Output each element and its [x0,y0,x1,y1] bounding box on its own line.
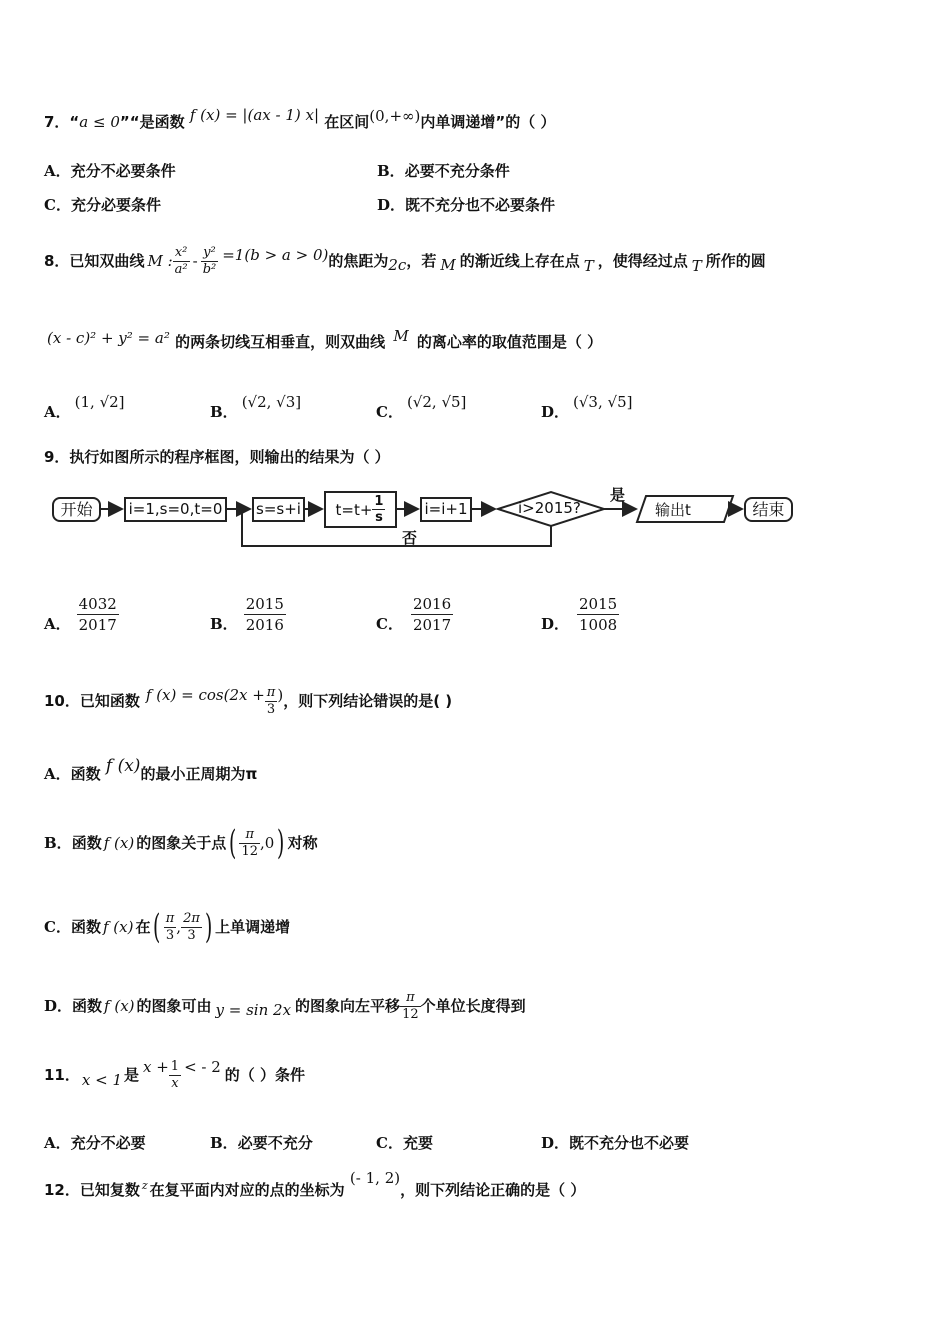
frac-den: 2017 [412,615,452,634]
q8-text-asymptote: 的渐近线上存在点 [459,252,580,270]
frac-num: π [400,990,421,1007]
q8-math-2c: 2c [388,256,407,274]
flow-frac-num: 1 [374,494,384,509]
option-text: 充分必要条件 [70,196,161,214]
q11-text-is: 是 [123,1066,139,1084]
right-paren-icon: ) [277,823,285,863]
q9-option-b[interactable] [210,592,286,636]
frac-den: 2017 [78,615,117,634]
option-fraction-1 [164,911,177,944]
q8-text-through: ，使得经过点 [597,252,688,270]
q10-text-end: ，则下列结论错误的是( ) [283,692,453,710]
q11-text-end: 的（ ）条件 [224,1066,306,1084]
q10-option-c[interactable] [44,902,290,952]
q8-math-M: M [440,256,456,274]
option-label: C． [376,615,403,633]
option-label: A． [44,403,71,421]
flow-init: i=1,s=0,t=0 [124,497,227,522]
q10-text-start: 10．已知函数 [44,692,140,710]
option-text: 既不充分也不必要 [569,1134,690,1152]
option-label: B． [210,1134,238,1152]
q10-option-d[interactable] [44,984,526,1028]
option-fraction [244,594,286,635]
option-text: 函数 [70,765,101,783]
option-math-tail: ,0 [260,834,275,852]
q12-math-point: (- 1, 2) [349,1169,401,1187]
q11-fraction [169,1059,181,1092]
option-text: 必要不充分 [237,1134,313,1152]
option-label: D． [377,196,406,214]
q11-math-expr-suffix: < - 2 [184,1058,221,1076]
option-label: A． [44,162,71,180]
option-text-mid: 的图象关于点 [136,834,227,852]
q8-math-M2: M [393,327,409,345]
flow-step-t-prefix: t=t+ [335,500,373,519]
q9-text: 9．执行如图所示的程序框图，则输出的结果为（ ） [44,448,390,466]
option-math: (√3, √5] [573,393,633,411]
option-label: A． [44,1134,71,1152]
q8-frac-x-num: x² [173,245,190,262]
q9-option-d[interactable] [541,592,619,636]
option-math: (1, √2] [74,393,125,411]
q11-option-c[interactable] [376,1133,433,1153]
option-label: D． [44,997,73,1015]
option-label: D． [541,615,570,633]
flow-step-i: i=i+1 [420,497,472,522]
option-text-tail: 个单位长度得到 [420,997,526,1015]
option-label: C． [44,918,71,936]
flow-condition: i>2015? [518,499,581,517]
frac-den: x [171,1075,179,1091]
option-label: C． [44,196,71,214]
frac-num: π [165,910,175,926]
q8-text-start: 8．已知双曲线 [44,252,145,270]
q7-text-interval-label: 在区间 [324,113,370,131]
q8-math-T1: T [583,257,594,275]
q11-math-condition: x < 1 [81,1071,122,1089]
frac-den: 12 [402,1006,419,1022]
flow-step-t-frac [372,494,385,525]
q9-flowchart [0,0,950,560]
q8-frac-y-den: b² [202,261,217,277]
option-text: 函数 [71,834,102,852]
q11-option-d[interactable] [541,1133,689,1153]
option-text: 必要不充分条件 [404,162,510,180]
option-text-tail: 对称 [287,834,318,852]
q10-frac-den: 3 [266,701,276,717]
q9-option-a[interactable] [44,592,119,636]
q10-stem [44,678,452,724]
option-text: 充分不必要条件 [70,162,176,180]
right-paren-icon: ) [204,907,213,947]
q8-math-circle: (x - c)² + y² = a² [47,329,170,347]
option-text: 函数 [70,918,101,936]
q12-math-z: z [141,1179,148,1192]
option-fraction [239,827,260,860]
option-fraction [411,594,453,635]
q10-option-a[interactable] [44,756,258,784]
comma-separator: , [176,918,182,936]
option-text-tail: 的最小正周期为π [140,765,258,783]
option-label: D． [541,1134,570,1152]
option-label: A． [44,765,71,783]
option-math: f (x) [104,997,135,1015]
flowchart-connectors [0,0,950,560]
q11-option-b[interactable] [210,1133,313,1153]
option-text-tail: 上单调递增 [215,918,291,936]
option-label: B． [377,162,405,180]
q7-math-interval: (0,+∞) [369,107,421,125]
q8-math-T2: T [691,257,702,275]
q8-text-focal: 的焦距为 [328,252,389,270]
option-text: 充分不必要 [70,1134,146,1152]
q10-option-b[interactable] [44,818,318,868]
q8-math-curve-prefix: M : [147,252,173,270]
q8-text-tangent: 的两条切线互相垂直，则双曲线 [175,333,386,351]
q10-math-func-prefix: f (x) = cos(2x + [145,686,265,704]
option-label: A． [44,615,71,633]
flow-end: 结束 [744,497,793,522]
q8-text-if: ，若 [406,252,437,270]
option-text: 既不充分也不必要条件 [405,196,556,214]
q10-math-func-suffix: ) [277,686,284,704]
left-paren-icon: ( [153,907,161,947]
q8-math-curve-suffix: =1(b > a > 0) [222,246,329,264]
q8-frac-y-num: y² [201,245,219,262]
q10-frac-num: π [266,684,276,700]
option-label: C． [376,403,403,421]
option-text: 充要 [402,1134,433,1152]
frac-den: 3 [165,927,175,943]
q7-text-mid: ”“是函数 [119,113,185,131]
q8-text-circle: 所作的圆 [705,252,766,270]
q8-minus: - [192,252,198,270]
option-label: B． [44,834,72,852]
left-paren-icon: ( [229,823,237,863]
frac-num: 2π [183,910,200,926]
q11-stem [44,1050,305,1100]
q12-text-start: 12．已知复数 [44,1181,140,1199]
flow-start: 开始 [52,497,101,522]
frac-num: 1 [170,1058,180,1074]
q9-option-c[interactable] [376,592,453,636]
option-fraction [577,594,619,635]
q12-text-end: ，则下列结论正确的是（ ） [400,1181,586,1199]
q7-math-condition: a ≤ 0 [79,113,120,131]
option-math: (√2, √5] [406,393,467,411]
frac-num: 2016 [412,594,452,613]
frac-num: 2015 [579,594,618,613]
option-label: B． [210,615,238,633]
option-text-shift: 的图象向左平移 [295,997,401,1015]
frac-den: 1008 [579,615,618,634]
flow-no-label: 否 [402,529,418,547]
q7-text-end: 内单调递增”的（ ） [420,113,556,131]
flow-yes-label: 是 [610,486,626,504]
q7-math-function: f (x) = |(ax - 1) x| [189,106,320,124]
flow-frac-den: s [375,510,383,525]
flow-output: 输出t [655,501,691,519]
q10-frac [265,685,278,718]
frac-num: π [239,827,260,844]
frac-num: 4032 [78,594,117,613]
option-fraction [77,594,119,635]
q7-text-start: 7．“ [44,113,80,131]
q12-stem [44,1169,586,1202]
q11-text-start: 11． [44,1066,80,1084]
option-text-mid: 在 [135,918,151,936]
option-text-mid: 的图象可由 [136,997,212,1015]
q11-math-expr-prefix: x + [143,1058,169,1076]
option-label: B． [210,403,238,421]
option-text: 函数 [72,997,103,1015]
q11-option-a[interactable] [44,1133,146,1153]
frac-den: 2016 [245,615,284,634]
frac-den: 3 [187,927,196,943]
option-math-sin: y = sin 2x [215,1001,292,1019]
option-fraction [400,990,421,1023]
option-label: C． [376,1134,403,1152]
flow-step-s: s=s+i [252,497,305,522]
frac-num: 2015 [245,594,284,613]
q12-text-mid: 在复平面内对应的点的坐标为 [149,1181,345,1199]
option-math: f (x) [102,918,134,936]
frac-den: 12 [241,843,259,859]
option-math: f (x) [103,834,135,852]
option-math: f (x) [105,756,141,776]
option-fraction-2 [181,911,202,944]
q8-frac-x-den: a² [174,261,188,277]
option-math: (√2, √3] [241,393,302,411]
option-label: D． [541,403,570,421]
flow-step-t [324,491,397,528]
q8-text-end: 的离心率的取值范围是（ ） [416,333,603,351]
